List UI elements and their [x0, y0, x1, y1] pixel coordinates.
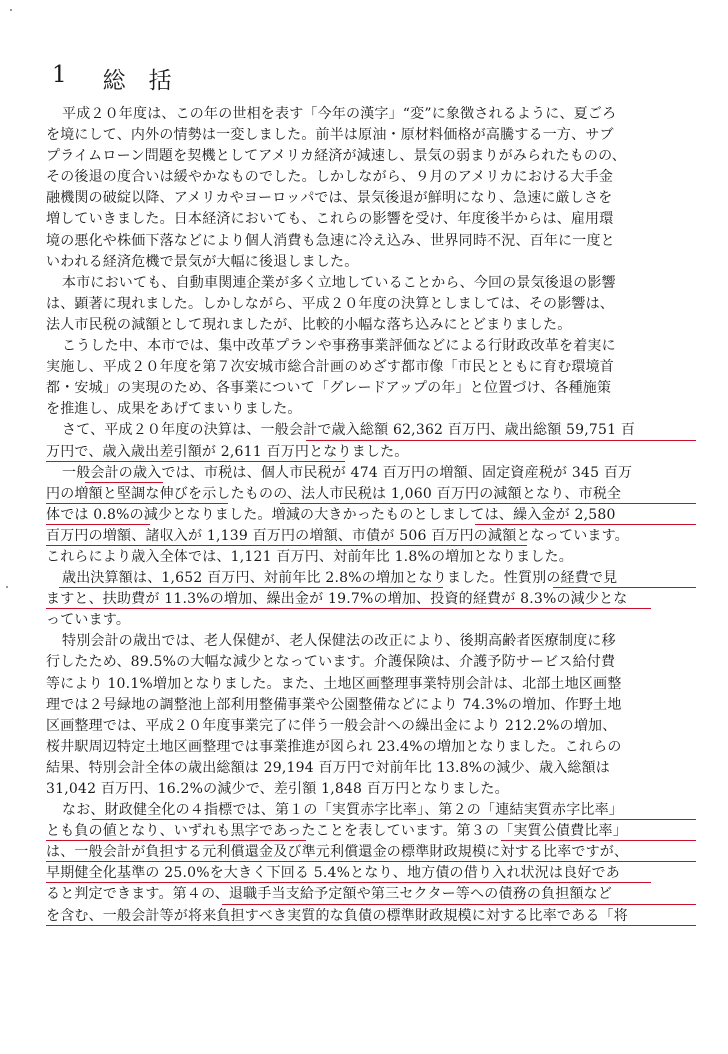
- line-text: を境にして、内外の情勢は一変しました。前半は原油・原材料価格が高騰する一方、サブ: [46, 127, 614, 144]
- red-underline-mark: [553, 587, 696, 588]
- line-text: 増していきました。日本経済においても、これらの影響を受け、年度後半からは、雇用環: [46, 211, 614, 228]
- line-text: 都・安城」の実現のため、各事業について「グレードアップの年」と位置づけ、各種施策: [46, 380, 612, 397]
- text-line: [46, 652, 696, 673]
- text-line: [46, 737, 696, 758]
- text-line: [46, 884, 696, 905]
- line-text: とも負の値となり、いずれも黒字であったことを表しています。第３の「実質公債費比率」: [46, 823, 627, 840]
- text-line: [46, 589, 696, 610]
- text-line: [46, 442, 696, 463]
- text-line: [46, 188, 696, 209]
- line-text: を含む、一般会計等が将来負担すべき実質的な負債の標準財政規模に対する比率である「将: [46, 907, 628, 924]
- red-underline-mark: [92, 819, 697, 820]
- line-text: 体では 0.8%の減少となりました。増減の大きかったものとしましては、繰入金が 2,580: [46, 506, 616, 523]
- line-text: 本市においても、自動車関連企業が多く立地していることから、今回の景気後退の影響: [62, 274, 616, 291]
- text-line: [46, 294, 696, 315]
- line-text: 特別会計の歳出では、老人保健が、老人保健法の改正により、後期高齢者医療制度に移: [62, 633, 616, 650]
- text-line: [46, 821, 696, 842]
- line-text: 平成２０年度は、この年の世相を表す「今年の漢字」“変”に象徴されるように、夏ごろ: [62, 106, 617, 122]
- text-line: [46, 146, 696, 167]
- red-underline-mark: [46, 882, 651, 883]
- text-line: [46, 104, 696, 125]
- line-text: 万円で、歳入歳出差引額が 2,611 百万円となりました。: [46, 443, 409, 460]
- red-underline-mark: [501, 840, 696, 841]
- line-text: は、顕著に現れました。しかしながら、平成２０年度の決算としましては、その影響は、: [46, 295, 614, 312]
- text-line: [46, 505, 696, 526]
- text-line: [46, 568, 696, 589]
- text-line: [46, 547, 696, 568]
- line-text: 融機関の破綻以降、アメリカやヨーロッパでは、景気後退が鮮明になり、急速に厳しさを: [46, 190, 613, 207]
- scan-speck: [6, 586, 8, 588]
- line-text: ると判定できます。第４の、退職手当支給予定額や第三セクター等への債務の負担額など: [46, 886, 613, 903]
- red-underline-mark: [46, 503, 228, 504]
- text-line: [46, 125, 696, 146]
- section-number: 1: [52, 62, 67, 88]
- line-text: 早期健全化基準の 25.0%を大きく下回る 5.4%となり、地方債の借り入れ状況は良好であ: [46, 865, 620, 882]
- text-line: [46, 674, 696, 695]
- text-line: [46, 357, 696, 378]
- line-text: なお、財政健全化の４指標では、第１の「実質赤字比率」、第２の「連結実質赤字比率」: [62, 802, 623, 819]
- section-heading: [52, 62, 172, 95]
- text-line: [46, 167, 696, 188]
- text-line: [46, 526, 696, 547]
- red-underline-mark: [46, 608, 651, 609]
- line-text: 等により 10.1%増加となりました。また、土地区画整理事業特別会計は、北部土地区画整: [46, 675, 622, 692]
- line-text: は、一般会計が負担する元利償還金及び準元利償還金の標準財政規模に対する比率ですが、: [46, 844, 629, 861]
- line-text: 行したため、89.5%の大幅な減少となっています。介護保険は、介護予防サービス給付費: [46, 654, 616, 671]
- text-line: [46, 906, 696, 927]
- text-line: [46, 716, 696, 737]
- line-text: を推進し、成果をあげてまいりました。: [46, 401, 302, 418]
- text-line: [46, 758, 696, 779]
- red-underline-mark: [46, 545, 527, 546]
- scan-speck: [10, 9, 12, 11]
- text-line: [46, 631, 696, 652]
- text-line: [46, 863, 696, 884]
- text-line: [46, 842, 696, 863]
- text-line: [46, 209, 696, 230]
- red-underline-mark: [46, 925, 696, 926]
- text-line: [46, 484, 696, 505]
- text-line: [46, 315, 696, 336]
- text-line: [46, 610, 696, 631]
- text-line: [46, 779, 696, 800]
- text-line: [46, 399, 696, 420]
- line-text: こうした中、本市では、集中改革プランや事務事業評価などによる行財政改革を着実に: [62, 338, 616, 355]
- line-text: っています。: [46, 612, 131, 629]
- line-text: 桜井駅周辺特定土地区画整理では事業推進が図られ 23.4%の増加となりました。これらの: [46, 738, 622, 755]
- line-text: 理では２号緑地の調整池上部利用整備事業や公園整備などにより 74.3%の増加、作野土地: [46, 696, 622, 713]
- line-text: 法人市民税の減額として現れましたが、比較的小幅な落ち込みにとどまりました。: [46, 316, 572, 333]
- line-text: 31,042 百万円、16.2%の減少で、差引額 1,848 百万円となりました。: [46, 781, 509, 797]
- line-text: 百万円の増額、諸収入が 1,139 百万円の増額、市債が 506 百万円の減額となっています。: [46, 527, 629, 544]
- text-line: [46, 231, 696, 252]
- text-line: [46, 252, 696, 273]
- text-line: [46, 420, 696, 441]
- line-text: いわれる経済危機で景気が大幅に後退しました。: [46, 253, 359, 270]
- red-underline-mark: [85, 482, 163, 483]
- line-text: その後退の度合いは緩やかなものでした。しかしながら、９月のアメリカにおける大手金: [46, 169, 614, 186]
- red-underline-mark: [46, 861, 696, 862]
- red-underline-mark: [59, 587, 443, 588]
- text-line: [46, 800, 696, 821]
- line-text: プライムローン問題を契機としてアメリカ経済が減速し、景気の弱まりがみられたものの、: [46, 148, 626, 165]
- section-title: 総 括: [102, 68, 172, 94]
- red-underline-mark: [46, 840, 306, 841]
- line-text: 結果、特別会計全体の歳出総額は 29,194 百万円で対前年比 13.8%の減少、歳入総額は: [46, 759, 611, 776]
- text-line: [46, 336, 696, 357]
- red-underline-mark: [46, 524, 150, 525]
- line-text: 区画整理では、平成２０年度事業完了に伴う一般会計への繰出金により 212.2%の増加、: [46, 717, 617, 734]
- line-text: 歳出決算額は、1,652 百万円、対前年比 2.8%の増加となりました。性質別の経費で見: [62, 570, 618, 587]
- line-text: 実施し、平成２０年度を第７次安城市総合計画のめざす都市像「市民とともに育む環境首: [46, 359, 614, 376]
- red-underline-mark: [46, 461, 345, 462]
- text-line: [46, 273, 696, 294]
- line-text: これらにより歳入全体では、1,121 百万円、対前年比 1.8%の増加となりました。: [46, 548, 573, 565]
- red-underline-mark: [280, 503, 696, 504]
- line-text: ますと、扶助費が 11.3%の増加、繰出金が 19.7%の増加、投資的経費が 8.3%の減少とな: [46, 591, 628, 608]
- text-line: [46, 378, 696, 399]
- line-text: さて、平成２０年度の決算は、一般会計で歳入総額 62,362 百万円、歳出総額 59,751 百: [62, 422, 636, 439]
- red-underline-mark: [475, 524, 696, 525]
- text-line: [46, 463, 696, 484]
- text-line: [46, 695, 696, 716]
- line-text: 円の増額と堅調な伸びを示したものの、法人市民税は 1,060 百万円の減額となり、市税全: [46, 485, 622, 502]
- red-underline-mark: [306, 440, 696, 441]
- red-underline-mark: [222, 904, 697, 905]
- line-text: 一般会計の歳入では、市税は、個人市民税が 474 百万円の増額、固定資産税が 345 百万: [62, 464, 633, 481]
- body-text: [46, 104, 696, 927]
- line-text: 境の悪化や株価下落などにより個人消費も急速に冷え込み、世界同時不況、百年に一度と: [46, 232, 615, 249]
